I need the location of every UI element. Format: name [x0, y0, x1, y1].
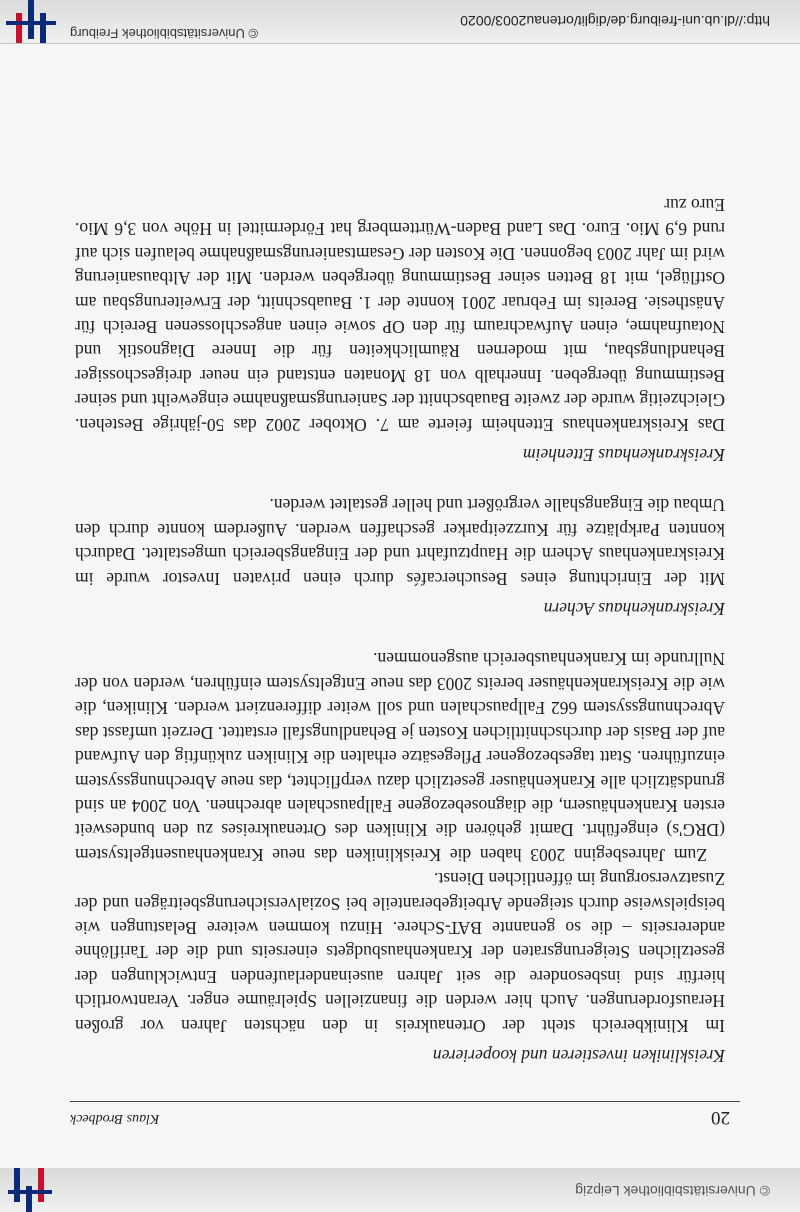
source-url-link[interactable]: http://dl.ub.uni-freiburg.de/diglit/ortenau2003/0020	[460, 13, 770, 29]
viewer-footer-strip	[0, 0, 800, 44]
paragraph: Zum Jahresbeginn 2003 haben die Kreiskliniken das neue Krankenhausentgeltsystem (DRG's) eingeführt. Damit gehören die Kliniken des Ortenaukreises zu den bundesweit ersten Krankenhäusern, die diagnosebezogene Fallpauschalen abrechnen. Von 2004 an sind grundsätzlich alle Krankenhäuser gesetzlich dazu verpflichtet, das neue Abrechnungssystem einzuführen. Statt tagesbezogener Pflegesätze erhalten die Kliniken zukünftig den Aufwand auf der Basis der durchschnittlichen Kosten je Behandlungsfall erstattet. Derzeit umfasst das Abrechnungssystem 662 Fallpauschalen und soll weiter differenziert werden. Kliniken, die wie die Kreiskrankenhäuser bereits 2003 das neue Entgeltsystem einführen, werden von der Nullrunde im Krankenhausbereich ausgenommen.	[75, 649, 725, 865]
page-number: 20	[711, 1107, 730, 1128]
article-body	[75, 167, 725, 1068]
viewer-header-strip	[0, 1167, 800, 1212]
library-logo-icon	[0, 0, 70, 43]
header-rule	[70, 1101, 740, 1102]
copyright-text: © Universitätsbibliothek Freiburg	[70, 26, 259, 41]
paragraph: Im Klinikbereich steht der Ortenaukreis in den nächsten Jahren vor großen Herausforderungen. Auch hier werden die finanziellen Spielräume enger. Verantwortlich hierfür sind insbesondere die seit Jahren auseinanderlaufenden Entwicklungen der gesetzlichen Steigerungsraten der Krankenhausbudgets einerseits und die der Tariflöhne andererseits – die so genannte BAT-Schere. Hinzu kommen weitere Belastungen wie beispielsweise durch steigende Arbeitgeberanteile bei Sozialversicherungsbeiträgen und der Zusatzversorgung im öffentlichen Dienst.	[75, 869, 725, 1036]
section-heading: Kreiskrankenhaus Achern	[543, 599, 725, 620]
scanned-page	[0, 44, 800, 1168]
paragraph: Das Kreiskrankenhaus Ettenheim feierte am 7. Oktober 2002 das 50-jährige Bestehen. Gleichzeitig wurde der zweite Bauabschnitt der Sanierungsmaßnahme eingeweiht und seiner Bestimmung übergeben. Innerhalb von 18 Monaten entstand ein neuer dreigeschossiger Behandlungsbau, mit modernen Räumlichkeiten für die Innere Diagnostik und Notaufnahme, einen Aufwachraum für den OP sowie einen angeschlossenen Bereich für Anästhesie. Bereits im Februar 2001 konnte der 1. Bauabschnitt, der Erweiterungsbau am Ostflügel, mit 18 Betten seiner Bestimmung übergeben werden. Mit der Altbausanierung wird im Jahr 2003 begonnen. Die Kosten der Gesamtsanierungsmaßnahme belaufen sich auf rund 6,9 Mio. Euro. Das Land Baden-Württemberg hat Fördermittel in Höhe von 3,6 Mio. Euro zur	[75, 195, 725, 435]
library-credit-text: © Universitätsbibliothek Leipzig	[575, 1183, 770, 1199]
paragraph: Mit der Einrichtung eines Besuchercafés durch einen privaten Investor wurde im Kreiskrankenhaus Achern die Hauptzufahrt und der Eingangsbereich umgestaltet. Dadurch konnten Parkplätze für Kurzzeitparker geschaffen werden. Außerdem konnte durch den Umbau die Eingangshalle vergrößert und heller gestaltet werden.	[75, 495, 725, 589]
section-heading: Kreiskrankenhaus Ettenheim	[522, 445, 725, 466]
running-header-author: Klaus Brodbeck	[70, 1111, 160, 1126]
section-heading: Kreiskliniken investieren und kooperieren	[432, 1046, 725, 1066]
library-logo-icon	[0, 1168, 70, 1212]
